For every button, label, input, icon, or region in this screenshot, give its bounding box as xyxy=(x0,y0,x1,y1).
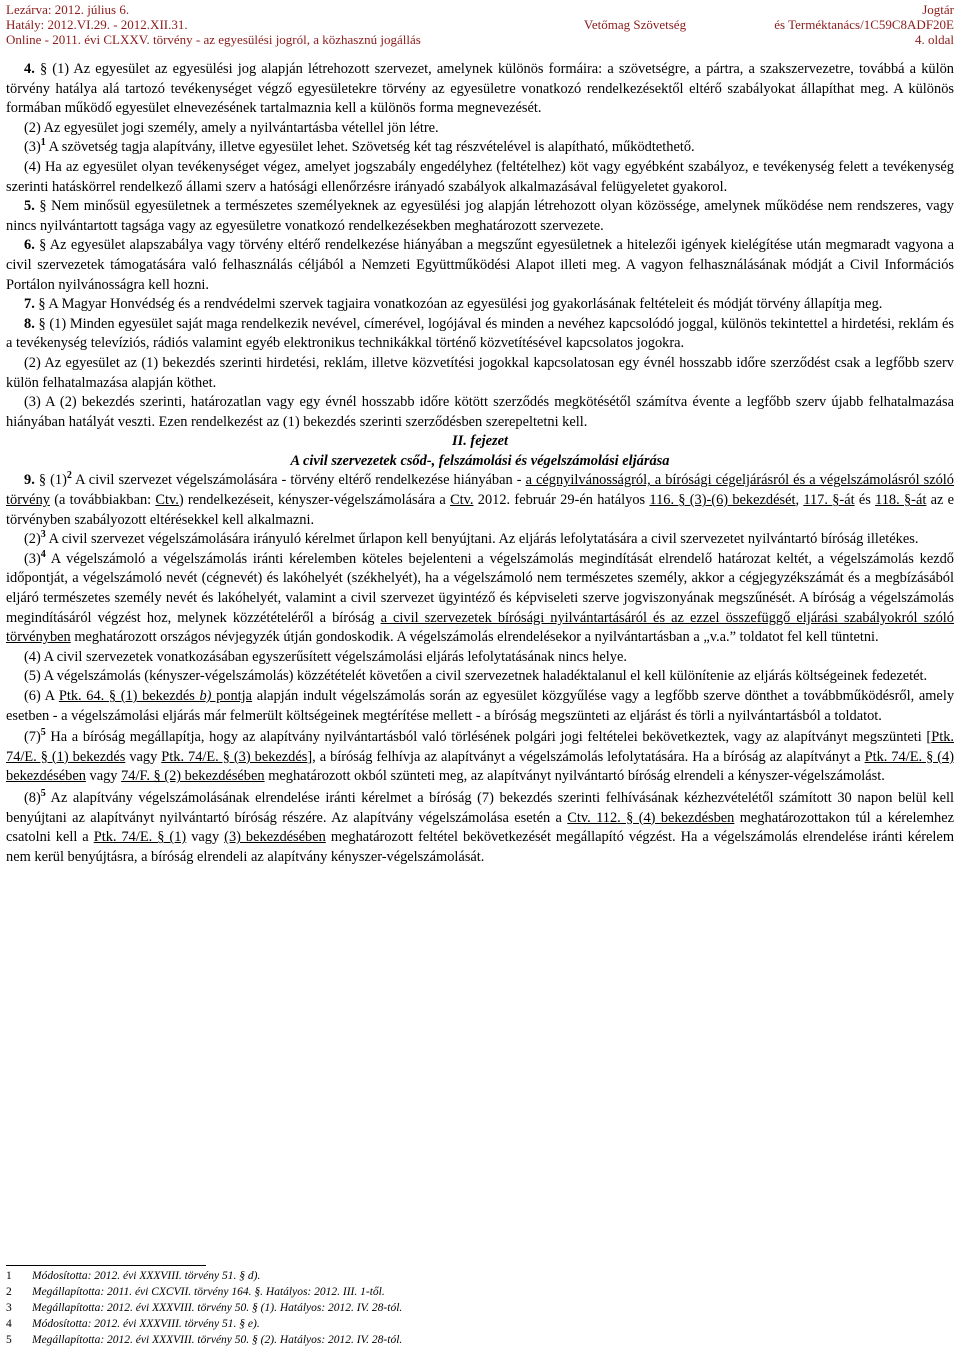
law-link[interactable]: Ptk. 74/E. § (1) bekezdés xyxy=(6,729,954,765)
paragraph-text: Nem minősül egyesületnek a természetes személyeknek az egyesülési jog alapján létrehozott olyan közössége, amelynek működése nem rendszeres, vagy nincs nyilvántartott tagsága vagy az egyesületre vonatkozó rendelkezésekben meghatározott szervezete. xyxy=(6,198,954,234)
section-number: 4. xyxy=(24,61,35,77)
law-link[interactable]: 74/F. § (2) bekezdésében xyxy=(121,768,265,785)
paragraph-text: A végelszámoló a végelszámolás iránti kérelemben köteles bejelenteni a végelszámolás megindítását elrendelő határozat keltét, a végelszámolás kezdő időpontját, a végelszámoló nevét (cégnevét) és lakóhelyét (székhelyét), ha a végelszámoló nem természetes személy, akkor a cégjegyzékszámát és a megbízásából eljáró természetes személy nevét és lakóhelyét, valamint a civil szervezet ügyintéző és képviseleti szerve jogviszonyának megszűnését. A bíróság a végelszámolás megindításáról végzést hoz, melynek közzétételéről a bíróság xyxy=(6,550,954,626)
paragraph-text: 2012. február 29-én hatályos xyxy=(473,492,650,509)
paragraph-text: A civil szervezet végelszámolására - törvény eltérő rendelkezése hiányában - xyxy=(71,472,526,489)
header-law-title: Online - 2011. évi CLXXV. törvény - az egyesülési jogról, a közhasznú jogállás xyxy=(6,32,421,47)
footnote-item xyxy=(6,1300,706,1316)
header-organization: Vetőmag Szövetség xyxy=(583,17,687,32)
link-text: b) xyxy=(199,688,212,704)
footnote-number: 2 xyxy=(6,1286,12,1298)
paragraph-text: meghatározott okból szünteti meg, az alapítványt nyilvántartó bíróság elrendeli a kényszer-végelszámolást. xyxy=(264,768,885,785)
paragraph-text: A civil szervezet végelszámolására irányuló kérelmet űrlapon kell benyújtani. Az eljárás lefolytatására a civil szervezetet nyilvántartó bíróság illetékes. xyxy=(45,531,919,548)
paragraph-label: (1) xyxy=(46,472,67,489)
law-link[interactable]: Ptk. 74/E. § (4) bekezdésében xyxy=(6,748,954,785)
header-closed-date: Lezárva: 2012. július 6. xyxy=(6,2,130,17)
law-link[interactable]: 117. §-át xyxy=(803,492,855,509)
section-number: 7. xyxy=(24,296,35,313)
footnote-divider xyxy=(6,1265,206,1266)
paragraph-text: (6) A xyxy=(24,688,59,704)
header-right xyxy=(774,2,954,47)
paragraph-text: ], a bíróság felhívja az alapítványt a végelszámolás lefolytatására. Ha a bíróság az alapítványt a xyxy=(307,748,865,765)
section-5 xyxy=(6,197,954,236)
paragraph-text: (1) Az egyesület az egyesülési jog alapján létrehozott szervezet, amelynek különös formáira: a szövetségre, a pártra, a szakszervezetre, továbbá a külön törvény hatálya alá tartozó tevékenységet végző egyesületekre törvény az egyesületre vonatkozó rendelkezésektől eltérő szabályokat állapíthat meg. A különös formában működő egyesület elnevezésének tartalmaznia kell a különös forma megnevezését. xyxy=(6,61,954,117)
paragraph-text: (1) Minden egyesület saját maga rendelkezik nevével, címerével, logójával és minden a nevéhez kapcsolódó joggal, különös tekintettel a hirdetési, reklám és a tevékenység televíziós, rádiós valamint egyéb elektronikus technikákkal történő közvetítésével kapcsolatos jogokra. xyxy=(6,315,954,352)
header-page-number: 4. oldal xyxy=(915,32,954,47)
section-mark: § xyxy=(38,315,46,332)
link-text: pontja xyxy=(211,688,253,704)
footnote-ref[interactable]: 5 xyxy=(40,727,46,739)
section-9-paragraph-6 xyxy=(6,687,954,726)
law-link[interactable]: 116. § (3)-(6) bekezdését xyxy=(649,492,796,509)
section-9-paragraph-5 xyxy=(6,667,954,687)
section-number: 5. xyxy=(24,198,35,215)
paragraph-label: (8) xyxy=(24,789,41,806)
paragraph-text: alapján indult végelszámolás során az egyesület közgyűlése vagy a legfőbb szerve dönthet a továbbműködésről, amely esetben - a végelszámolási eljárás már felmerült költségeinek megtérítése mellett - a bíróság megszünteti az eljárást és törli a nyilvántartásból a toldatot. xyxy=(6,688,955,724)
section-7 xyxy=(6,295,954,315)
section-8-paragraph-3 xyxy=(6,393,954,432)
footnote-ref[interactable]: 1 xyxy=(40,137,46,149)
law-link[interactable] xyxy=(59,688,252,704)
paragraph-text: (4) Ha az egyesület olyan tevékenységet végez, amelyet jogszabály engedélyhez (feltételhez) köt vagy egyébként szabályoz, e tevékenység felett a tevékenység szerinti hatáskörrel rendelkező állami szerv a hatósági ellenőrzésre irányadó szabályok alkalmazásával felügyeletet gyakorol. xyxy=(6,158,954,195)
section-mark: § xyxy=(38,472,47,489)
section-8-paragraph-2 xyxy=(6,354,954,393)
section-9-paragraph-4 xyxy=(6,648,954,668)
section-9-paragraph-7 xyxy=(6,728,954,787)
footnote-number: 5 xyxy=(6,1334,12,1346)
footnote-text: Megállapította: 2012. évi XXXVIII. törvény 50. § (2). Hatályos: 2012. IV. 28-tól. xyxy=(32,1334,403,1346)
paragraph-text: vagy xyxy=(186,829,225,846)
paragraph-text: (2) Az egyesület jogi személy, amely a nyilvántartásba vétellel jön létre. xyxy=(24,119,439,136)
paragraph-text: A Magyar Honvédség és a rendvédelmi szervek tagjaira vonatkozóan az egyesülési jog gyakorlásának feltételeit és módját törvény állapítja meg. xyxy=(45,296,883,313)
paragraph-text: ) rendelkezéseit, kényszer-végelszámolására a xyxy=(178,492,451,509)
paragraph-text: vagy xyxy=(125,748,162,765)
paragraph-text: , xyxy=(795,492,804,509)
footnote-text: Módosította: 2012. évi XXXVIII. törvény 51. § d). xyxy=(32,1270,261,1282)
section-4-paragraph-3 xyxy=(6,138,954,158)
footnote-item xyxy=(6,1316,706,1332)
section-mark: § xyxy=(39,198,47,215)
section-number: 6. xyxy=(24,237,35,254)
section-9-paragraph-8 xyxy=(6,789,954,867)
paragraph-label: (2) xyxy=(24,531,41,548)
section-6 xyxy=(6,236,954,295)
law-link[interactable]: Ctv. 112. § (4) bekezdésben xyxy=(567,809,735,826)
footnote-item xyxy=(6,1284,706,1300)
section-4-paragraph-1 xyxy=(6,60,954,119)
section-mark: § xyxy=(38,296,46,313)
header-effective-range: Hatály: 2012.VI.29. - 2012.XII.31. xyxy=(6,17,188,32)
law-link[interactable]: a cégnyilvánosságról, a bírósági cégeljárásról és a végelszámolásról szóló törvény xyxy=(6,472,954,509)
footnote-text: Megállapította: 2012. évi XXXVIII. törvény 50. § (1). Hatályos: 2012. IV. 28-tól. xyxy=(32,1302,403,1314)
header-brand: Jogtár xyxy=(922,2,954,17)
header-left xyxy=(6,2,526,47)
footnote-item xyxy=(6,1332,706,1348)
footnotes xyxy=(6,1268,706,1348)
footnote-text: Módosította: 2012. évi XXXVIII. törvény 51. § e). xyxy=(32,1318,260,1330)
section-mark: § xyxy=(39,237,47,254)
paragraph-text: az e törvényben szabályozott eltérésekkel kell alkalmazni. xyxy=(6,492,955,528)
paragraph-text: vagy xyxy=(85,768,122,785)
section-number: 8. xyxy=(24,315,35,332)
law-link[interactable]: Ctv. xyxy=(450,492,474,509)
chapter-title: A civil szervezetek csőd-, felszámolási és végelszámolási eljárása xyxy=(290,452,670,469)
footnote-ref[interactable]: 3 xyxy=(40,529,46,541)
footnote-text: Megállapította: 2011. évi CXCVII. törvény 164. §. Hatályos: 2012. III. 1-től. xyxy=(32,1286,385,1298)
footnote-number: 3 xyxy=(6,1302,12,1314)
paragraph-label: (3) xyxy=(24,550,41,567)
footnote-ref[interactable]: 5 xyxy=(40,787,46,799)
section-number: 9. xyxy=(24,472,35,489)
footnote-number: 1 xyxy=(6,1270,12,1282)
paragraph-text: (2) Az egyesület az (1) bekezdés szerinti hirdetési, reklám, illetve közvetítési jogokkal kapcsolatosan egy évnél hosszabb időre szerződést csak a legfőbb szerv külön felhatalmazása alapján köthet. xyxy=(6,354,954,391)
paragraph-text: (3) A (2) bekezdés szerinti, határozatlan vagy egy évnél hosszabb időre kötött szerződés megkötésétől számítva évente a legfőbb szerv újabb felhatalmazása hiányában hatályát veszti. Ezen rendelkezést az (1) bekezdés szerinti szerződésben szerepeltetni kell. xyxy=(6,394,954,430)
paragraph-text: meghatározottakon túl a kérelemhez csatolni kell a xyxy=(6,809,954,846)
law-link[interactable]: Ptk. 74/E. § (1) xyxy=(93,829,187,846)
paragraph-text: Ha a bíróság megállapítja, hogy az alapítvány nyilvántartásból való törlésének polgári jogi feltételei bekövetkeztek, vagy az alapítványt megszünteti [ xyxy=(45,729,932,746)
footnote-ref[interactable]: 4 xyxy=(40,548,46,560)
header-document-id: és Terméktanács/1C59C8ADF20E xyxy=(774,17,954,32)
law-link[interactable]: Ptk. 74/E. § (3) bekezdés xyxy=(161,748,308,765)
section-8-paragraph-1 xyxy=(6,315,954,354)
section-9-paragraph-1 xyxy=(6,471,954,530)
paragraph-text: A szövetség tagja alapítvány, illetve egyesület lehet. Szövetség két tag részvételével is alapítható, működtethető. xyxy=(45,139,695,156)
paragraph-text: Az egyesület alapszabálya vagy törvény eltérő rendelkezése hiányában a megszűnt egyesületnek a hitelezői igények kielégítése után megmaradt vagyona a civil szervezetek támogatására való felhasználás céljából a Nemzeti Együttműködési Alapot illeti meg. A vagyon felhasználásának módját a Civil Információs Portálon nyilvánosságra kell hozni. xyxy=(6,237,954,293)
section-9-paragraph-3 xyxy=(6,550,954,648)
paragraph-text: Az alapítvány végelszámolásának elrendelése iránti kérelmet a bíróság (7) bekezdés szerinti felhívásának kézhezvételétől számított 30 napon belül kell benyújtani az alapítványt nyilvántartó bíróság részére. Az alapítvány végelszámolása esetén a xyxy=(6,789,954,826)
paragraph-text: és xyxy=(854,492,876,509)
law-link[interactable]: 118. §-át xyxy=(875,492,927,509)
paragraph-text: meghatározott feltétel bekövetkezését megállapító végzést. Ha a végelszámolás elrendelése iránti kérelem nem kerül benyújtásra, a bíróság elrendeli az alapítvány kényszer-végelszámolását. xyxy=(6,829,955,865)
law-link[interactable]: Ctv. xyxy=(155,492,179,509)
paragraph-text: (a továbbiakban: xyxy=(49,492,156,509)
document-body xyxy=(6,60,954,867)
law-link[interactable]: a civil szervezetek bírósági nyilvántartásáról és az ezzel összefüggő eljárási szabályokról szóló törvényben xyxy=(6,609,954,646)
link-text: Ptk. 64. § (1) bekezdés xyxy=(58,688,200,704)
section-4-paragraph-2 xyxy=(6,119,954,139)
chapter-heading: II. fejezet xyxy=(452,433,508,450)
paragraph-text: (4) A civil szervezetek vonatkozásában egyszerűsített végelszámolási eljárás lefolytatásának nincs helye. xyxy=(24,648,627,665)
paragraph-label: (3) xyxy=(24,139,41,156)
footnote-item xyxy=(6,1268,706,1284)
law-link[interactable]: (3) bekezdésében xyxy=(224,829,326,846)
footnote-number: 4 xyxy=(6,1318,12,1330)
paragraph-text: meghatározott országos névjegyzék útján gondoskodik. A végelszámolás elrendelésekor a nyilvántartásban a „v.a.” toldatot fel kell tüntetni. xyxy=(70,629,879,646)
footnote-ref[interactable]: 2 xyxy=(66,470,72,482)
section-9-paragraph-2 xyxy=(6,530,954,550)
paragraph-text: (5) A végelszámolás (kényszer-végelszámolás) közzétételét követően a civil szervezetnek haladéktalanul el kell különítenie az eljárás költségeinek fedezetét. xyxy=(24,668,928,685)
section-4-mark: § xyxy=(39,61,48,77)
paragraph-label: (7) xyxy=(24,729,41,746)
section-4-paragraph-4 xyxy=(6,158,954,197)
